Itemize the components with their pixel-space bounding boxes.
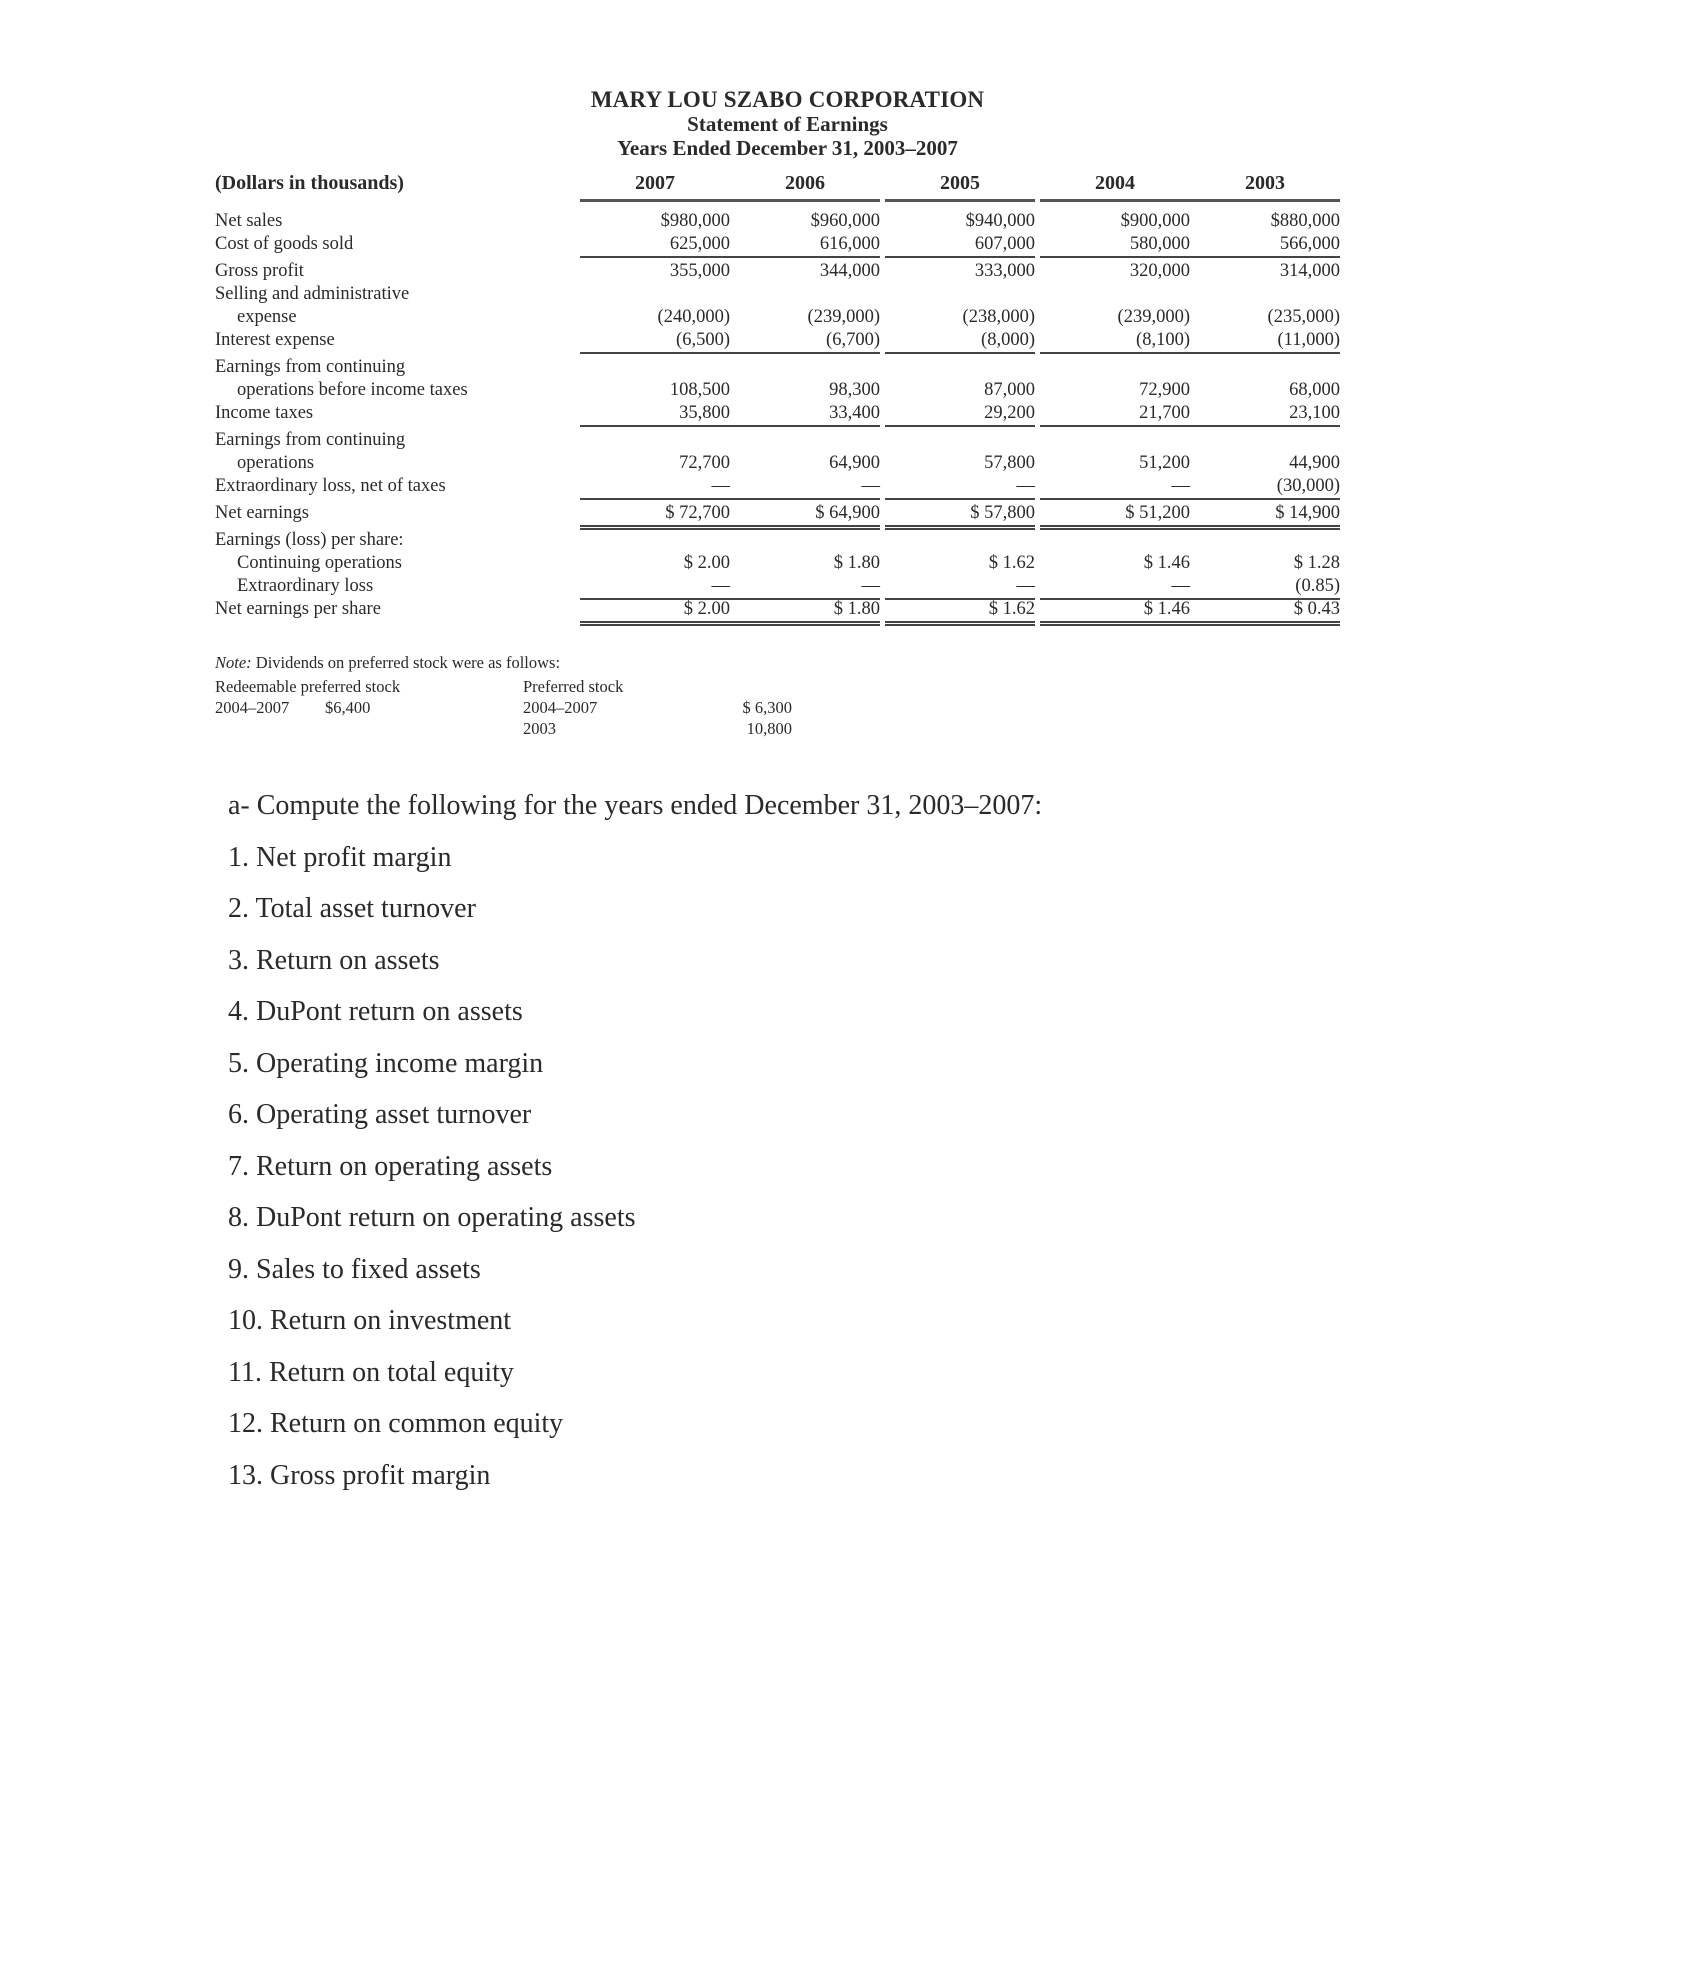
cell: $960,000 xyxy=(810,211,880,231)
cell: 580,000 xyxy=(1040,233,1190,258)
cell: — xyxy=(730,575,880,600)
cell: 108,500 xyxy=(669,380,730,400)
table-row-label-line xyxy=(215,356,1345,379)
cell: 355,000 xyxy=(669,261,730,281)
row-label: Interest expense xyxy=(215,330,335,350)
cell: $980,000 xyxy=(660,211,730,231)
cell: $ 2.00 xyxy=(580,598,730,626)
cell: $ 0.43 xyxy=(1190,598,1340,626)
cell: $ 1.62 xyxy=(885,598,1035,626)
cell: $ 2.00 xyxy=(683,553,730,573)
statement-title-block xyxy=(580,88,995,160)
table-row xyxy=(215,598,1345,621)
question-item: 12. Return on common equity xyxy=(228,1408,564,1439)
cell: 72,700 xyxy=(679,453,730,473)
cell: 314,000 xyxy=(1279,261,1340,281)
row-label: Extraordinary loss xyxy=(237,576,374,596)
cell: $ 57,800 xyxy=(885,502,1035,530)
table-header-row xyxy=(215,170,1345,206)
redeemable-heading: Redeemable preferred stock xyxy=(215,677,401,696)
question-item: 8. DuPont return on operating assets xyxy=(228,1202,636,1233)
cell: $ 1.62 xyxy=(988,553,1035,573)
cell: $ 72,700 xyxy=(580,502,730,530)
cell: 64,900 xyxy=(829,453,880,473)
row-label: Income taxes xyxy=(215,403,314,423)
cell: — xyxy=(1040,575,1190,600)
year-header: 2005 xyxy=(885,172,1035,202)
statement-name: Statement of Earnings xyxy=(687,112,888,136)
table-row-label-line xyxy=(215,429,1345,452)
cell: (8,000) xyxy=(885,329,1035,354)
cell: 57,800 xyxy=(984,453,1035,473)
table-row xyxy=(215,502,1345,525)
question-item: 11. Return on total equity xyxy=(228,1357,514,1388)
table-row xyxy=(215,306,1345,329)
question-item: 2. Total asset turnover xyxy=(228,893,476,924)
table-row xyxy=(215,210,1345,233)
cell: 51,200 xyxy=(1139,453,1190,473)
question-item: 9. Sales to fixed assets xyxy=(228,1254,481,1285)
cell: — xyxy=(885,475,1035,500)
table-row xyxy=(215,575,1345,598)
cell: $940,000 xyxy=(965,211,1035,231)
table-row xyxy=(215,329,1345,352)
cell: 98,300 xyxy=(829,380,880,400)
table-row xyxy=(215,233,1345,256)
question-item: 4. DuPont return on assets xyxy=(228,996,523,1027)
cell: 23,100 xyxy=(1190,402,1340,427)
cell: — xyxy=(580,475,730,500)
cell: $ 1.46 xyxy=(1143,553,1190,573)
cell: (30,000) xyxy=(1190,475,1340,500)
cell: 68,000 xyxy=(1289,380,1340,400)
row-label: Selling and administrative xyxy=(215,284,410,304)
table-row-section-header xyxy=(215,529,1345,552)
cell: $ 1.28 xyxy=(1293,553,1340,573)
row-label-continued: operations xyxy=(237,453,315,473)
cell: $900,000 xyxy=(1120,211,1190,231)
units-label: (Dollars in thousands) xyxy=(215,172,404,194)
cell: 29,200 xyxy=(885,402,1035,427)
row-label-continued: operations before income taxes xyxy=(237,380,468,400)
cell: (0.85) xyxy=(1190,575,1340,600)
cell: (6,700) xyxy=(730,329,880,354)
cell: 607,000 xyxy=(885,233,1035,258)
row-label: Cost of goods sold xyxy=(215,234,354,254)
preferred-amount: 10,800 xyxy=(746,719,792,738)
cell: — xyxy=(1040,475,1190,500)
cell: 566,000 xyxy=(1190,233,1340,258)
cell: $ 51,200 xyxy=(1040,502,1190,530)
table-row xyxy=(215,552,1345,575)
cell: 344,000 xyxy=(819,261,880,281)
table-row xyxy=(215,452,1345,475)
question-item: 5. Operating income margin xyxy=(228,1048,544,1079)
cell: 21,700 xyxy=(1040,402,1190,427)
cell: (8,100) xyxy=(1040,329,1190,354)
cell: — xyxy=(580,575,730,600)
earnings-table xyxy=(215,170,1345,621)
cell: $ 1.80 xyxy=(833,553,880,573)
cell: 320,000 xyxy=(1129,261,1190,281)
redeemable-amount: $6,400 xyxy=(325,698,371,717)
cell: (235,000) xyxy=(1267,307,1340,327)
year-header: 2007 xyxy=(580,172,730,202)
row-label: Net sales xyxy=(215,211,283,231)
question-prompt: a- Compute the following for the years ended December 31, 2003–2007: xyxy=(228,790,1043,821)
row-label: Earnings (loss) per share: xyxy=(215,530,404,550)
note-text: Dividends on preferred stock were as follows: xyxy=(255,653,561,672)
cell: (238,000) xyxy=(962,307,1035,327)
cell: 87,000 xyxy=(984,380,1035,400)
note-prefix: Note: xyxy=(215,653,252,672)
note-heading xyxy=(215,652,560,673)
row-label: Continuing operations xyxy=(237,553,402,573)
row-label: Gross profit xyxy=(215,261,304,281)
cell: (239,000) xyxy=(807,307,880,327)
row-label: Earnings from continuing xyxy=(215,357,406,377)
cell: 72,900 xyxy=(1139,380,1190,400)
year-header: 2003 xyxy=(1190,172,1340,202)
question-item: 1. Net profit margin xyxy=(228,842,452,873)
cell: — xyxy=(730,475,880,500)
cell: 625,000 xyxy=(580,233,730,258)
year-header: 2006 xyxy=(730,172,880,202)
cell: $880,000 xyxy=(1270,211,1340,231)
cell: (11,000) xyxy=(1190,329,1340,354)
table-row xyxy=(215,379,1345,402)
cell: (6,500) xyxy=(580,329,730,354)
cell: — xyxy=(885,575,1035,600)
cell: 333,000 xyxy=(974,261,1035,281)
company-name: MARY LOU SZABO CORPORATION xyxy=(590,87,985,112)
cell: $ 64,900 xyxy=(730,502,880,530)
row-label: Earnings from continuing xyxy=(215,430,406,450)
row-label: Net earnings per share xyxy=(215,599,381,619)
redeemable-period: 2004–2007 xyxy=(215,698,290,717)
table-row xyxy=(215,402,1345,425)
cell: 616,000 xyxy=(730,233,880,258)
row-label-continued: expense xyxy=(237,307,297,327)
preferred-period: 2003 xyxy=(523,719,556,738)
cell: $ 1.46 xyxy=(1040,598,1190,626)
table-row-label-line xyxy=(215,283,1345,306)
question-item: 3. Return on assets xyxy=(228,945,440,976)
row-label: Net earnings xyxy=(215,503,310,523)
cell: 35,800 xyxy=(580,402,730,427)
table-row xyxy=(215,475,1345,498)
preferred-period: 2004–2007 xyxy=(523,698,598,717)
cell: $ 1.80 xyxy=(730,598,880,626)
question-item: 6. Operating asset turnover xyxy=(228,1099,532,1130)
cell: $ 14,900 xyxy=(1190,502,1340,530)
cell: 33,400 xyxy=(730,402,880,427)
table-row xyxy=(215,260,1345,283)
statement-period: Years Ended December 31, 2003–2007 xyxy=(617,136,958,160)
preferred-amount: $ 6,300 xyxy=(742,698,792,717)
year-header: 2004 xyxy=(1040,172,1190,202)
row-label: Extraordinary loss, net of taxes xyxy=(215,476,446,496)
cell: (240,000) xyxy=(657,307,730,327)
question-item: 10. Return on investment xyxy=(228,1305,512,1336)
question-item: 13. Gross profit margin xyxy=(228,1460,491,1491)
preferred-heading: Preferred stock xyxy=(523,677,624,696)
cell: (239,000) xyxy=(1117,307,1190,327)
question-item: 7. Return on operating assets xyxy=(228,1151,553,1182)
cell: 44,900 xyxy=(1289,453,1340,473)
